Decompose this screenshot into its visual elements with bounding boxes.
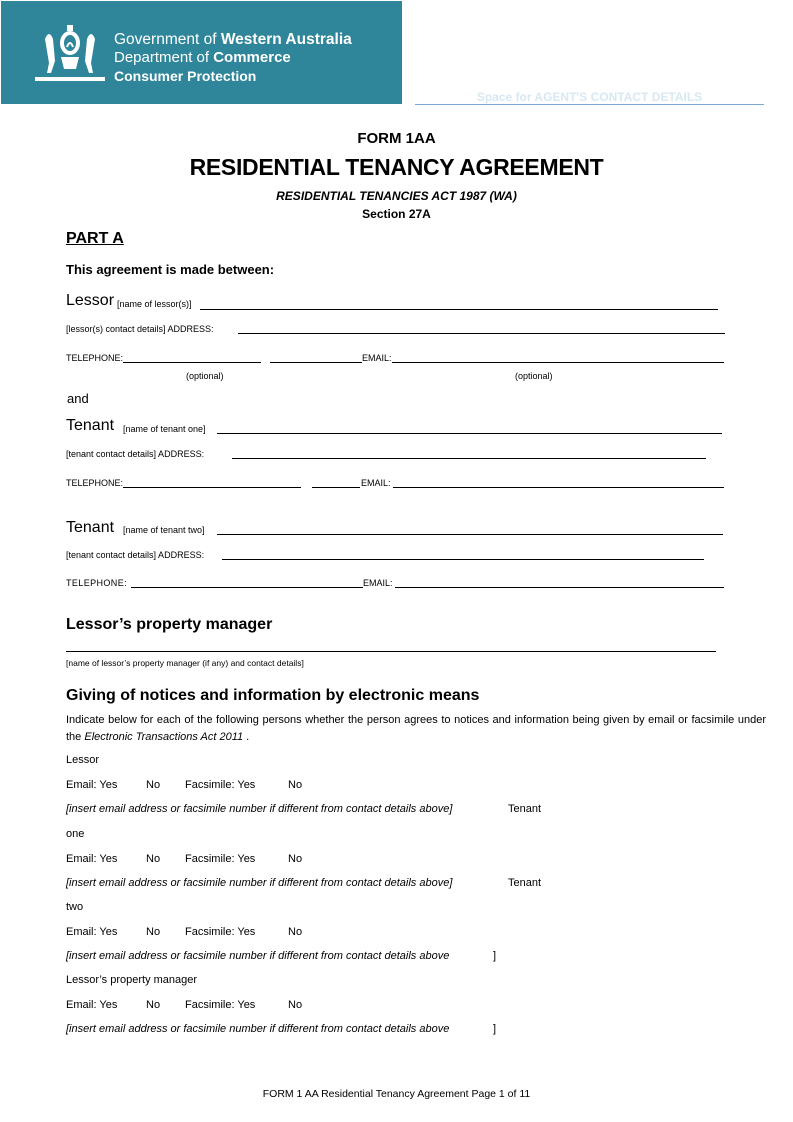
pm-consent-label: Lessor’s property manager (66, 974, 198, 986)
insert-details-hint: [insert email address or facsimile number if different from contact details above] (66, 877, 453, 889)
tenant-one-email-field[interactable] (393, 487, 724, 488)
lessor-name-hint: [name of lessor(s)] (117, 299, 192, 309)
header-banner (1, 1, 402, 104)
close-bracket: ] (493, 1023, 497, 1035)
lessor-telephone-label: TELEPHONE: (66, 353, 124, 363)
tenant-two-contact-hint: [tenant contact details] ADDRESS: (66, 550, 205, 560)
wa-coat-of-arms-icon (31, 21, 109, 85)
and-text: and (67, 391, 89, 406)
lessor-address-field[interactable] (238, 333, 725, 334)
fax-yes-option[interactable]: Facsimile: Yes (185, 926, 256, 938)
tenant-one-email-label: EMAIL: (361, 478, 391, 488)
tenant-two-name-hint: [name of tenant two] (123, 525, 205, 535)
lessor-telephone-field[interactable] (123, 362, 261, 363)
tenant-one-address-field[interactable] (232, 458, 706, 459)
tenant-one-name-hint: [name of tenant one] (123, 424, 206, 434)
property-manager-field[interactable] (66, 651, 716, 652)
department-title: Department of Commerce (114, 49, 291, 66)
insert-details-hint: [insert email address or facsimile number if different from contact details above] (66, 803, 453, 815)
tenant-one-contact-hint: [tenant contact details] ADDRESS: (66, 449, 205, 459)
tenant-one-telephone-label: TELEPHONE: (66, 478, 124, 488)
insert-details-hint: [insert email address or facsimile number if different from contact details above (66, 950, 450, 962)
fax-yes-option[interactable]: Facsimile: Yes (185, 853, 256, 865)
lessor-name-field[interactable] (200, 309, 718, 310)
lessor-email-label: EMAIL: (362, 353, 392, 363)
property-manager-heading: Lessor’s property manager (66, 616, 273, 633)
lessor-contact-hint: [lessor(s) contact details] ADDRESS: (66, 324, 214, 334)
agreement-intro: This agreement is made between: (66, 262, 275, 277)
email-yes-option[interactable]: Email: Yes (66, 779, 118, 791)
email-yes-option[interactable]: Email: Yes (66, 853, 118, 865)
form-number: FORM 1AA (357, 130, 436, 147)
email-yes-option[interactable]: Email: Yes (66, 999, 118, 1011)
email-no-option[interactable]: No (146, 926, 161, 938)
email-yes-option[interactable]: Email: Yes (66, 926, 118, 938)
email-no-option[interactable]: No (146, 853, 161, 865)
tenant-two-telephone-field[interactable] (131, 587, 363, 588)
lessor-telephone-field-2[interactable] (270, 362, 362, 363)
page-footer: FORM 1 AA Residential Tenancy Agreement Page 1 of 11 (262, 1088, 531, 1100)
gov-title: Government of Western Australia (114, 31, 352, 48)
tenant-one-label: Tenant (66, 417, 115, 434)
optional-note: (optional) (515, 371, 553, 381)
tenant-two-consent-label: two (66, 901, 84, 913)
insert-details-hint: [insert email address or facsimile number if different from contact details above (66, 1023, 450, 1035)
optional-note: (optional) (186, 371, 224, 381)
fax-yes-option[interactable]: Facsimile: Yes (185, 779, 256, 791)
property-manager-hint: [name of lessor’s property manager (if any) and contact details] (66, 658, 304, 668)
tenant-one-name-field[interactable] (217, 433, 722, 434)
electronic-notices-heading: Giving of notices and information by electronic means (66, 687, 480, 704)
tenant-two-email-field[interactable] (395, 587, 724, 588)
tenant-one-telephone-field-2[interactable] (312, 487, 360, 488)
lessor-consent-label: Lessor (66, 754, 100, 766)
tenant-consent-label: Tenant (508, 877, 542, 889)
part-a-heading: PART A (66, 230, 124, 247)
tenant-one-consent-label: one (66, 828, 85, 840)
division-title: Consumer Protection (114, 68, 257, 84)
tenant-two-label: Tenant (66, 519, 115, 536)
section-ref: Section 27A (362, 207, 431, 221)
email-no-option[interactable]: No (146, 999, 161, 1011)
fax-no-option[interactable]: No (288, 999, 303, 1011)
fax-no-option[interactable]: No (288, 779, 303, 791)
fax-yes-option[interactable]: Facsimile: Yes (185, 999, 256, 1011)
act-title: RESIDENTIAL TENANCIES ACT 1987 (WA) (276, 189, 517, 203)
lessor-label: Lessor (66, 292, 115, 309)
tenant-two-name-field[interactable] (217, 534, 723, 535)
tenant-two-email-label: EMAIL: (363, 578, 393, 588)
close-bracket: ] (493, 950, 497, 962)
fax-no-option[interactable]: No (288, 853, 303, 865)
fax-no-option[interactable]: No (288, 926, 303, 938)
tenant-one-telephone-field[interactable] (123, 487, 301, 488)
electronic-notices-intro: Indicate below for each of the following persons whether the person agrees to notices and information being given by email or facsimile under the Electronic Transactions Act 2011 . (66, 714, 766, 743)
tenant-two-address-field[interactable] (222, 559, 704, 560)
page-title: RESIDENTIAL TENANCY AGREEMENT (189, 154, 604, 180)
tenant-consent-label: Tenant (508, 803, 542, 815)
tenant-two-telephone-label: TELEPHONE: (66, 578, 128, 588)
lessor-email-field[interactable] (392, 362, 724, 363)
email-no-option[interactable]: No (146, 779, 161, 791)
agent-contact-space: Space for AGENT'S CONTACT DETAILS (415, 90, 764, 105)
